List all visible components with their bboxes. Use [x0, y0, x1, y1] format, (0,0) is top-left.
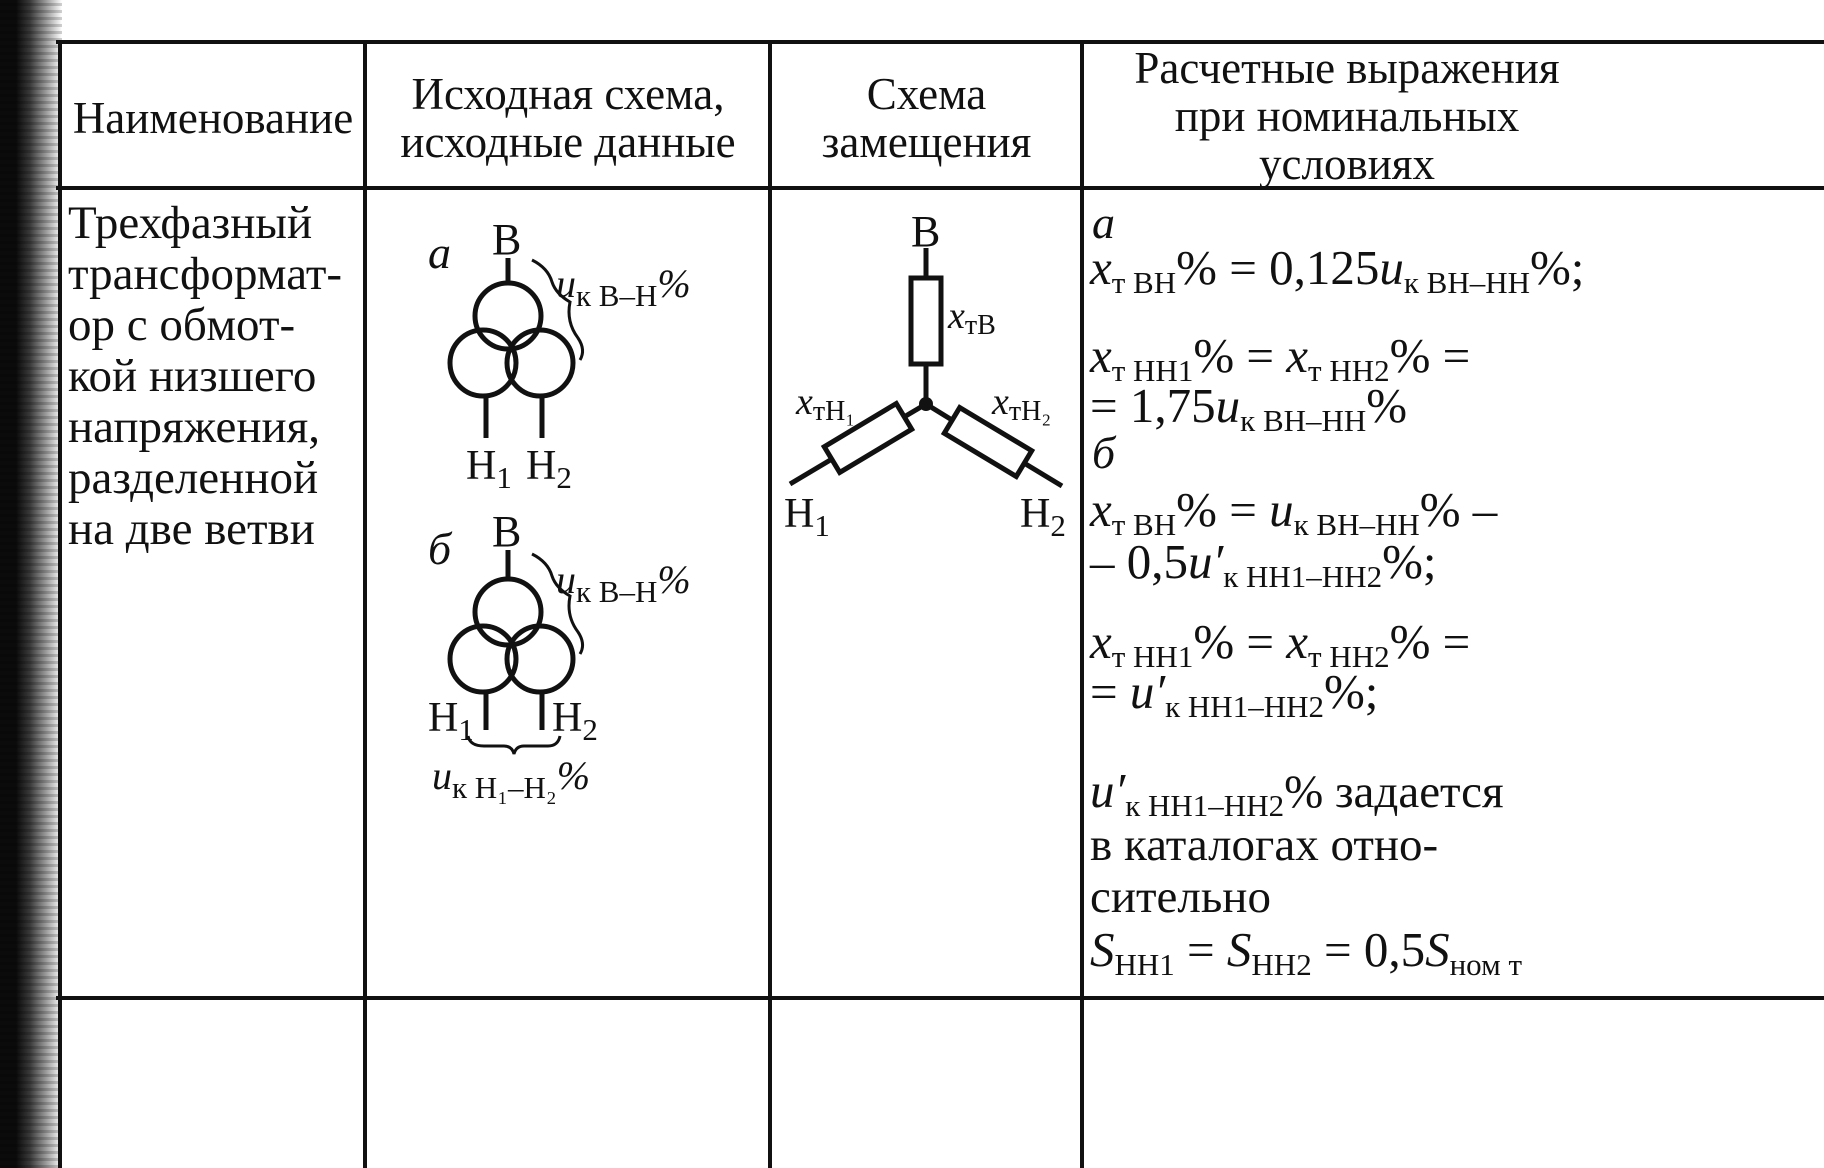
equivalent-scheme-diagram — [772, 190, 1080, 996]
scheme-b-uk-label: $u_{к В-Н}\%$ — [556, 557, 691, 609]
scheme-b-label: б — [428, 523, 452, 574]
xtn1-label: $x_{тН_1}$ — [796, 381, 856, 427]
equivalent-right-outer-lead — [1024, 463, 1062, 486]
header-equivalent-scheme: Схема замещения — [821, 69, 1032, 167]
expr-note-line2: в каталогах отно- — [1090, 819, 1439, 871]
equivalent-h2-label: $Н_2$ — [1020, 491, 1066, 543]
scan-edge-shadow — [0, 0, 62, 1168]
scheme-b-uk-bottom-label: $u_{к Н_1-Н_2}\%$ — [432, 753, 591, 805]
expr-note-line1: $u'_{к НН1-НН2}\%$ задается — [1090, 763, 1504, 823]
scheme-b-top-terminal: В — [492, 507, 522, 556]
column-border-1 — [58, 40, 62, 1168]
expr-note-line3: сительно — [1090, 871, 1271, 923]
expr-b-line2: – $0,5u'_{к НН1-НН2}\%$; — [1090, 534, 1437, 594]
equivalent-top-terminal: В — [911, 207, 941, 256]
equivalent-node-dot — [919, 397, 933, 411]
header-expressions: Расчетные выражения при номинальных условиях — [1134, 43, 1560, 189]
expr-b-line1: $x_{т ВН}\% = u_{к ВН-НН}\%$ – — [1090, 482, 1498, 542]
xtn2-label: $x_{тН_2}$ — [992, 381, 1052, 427]
expr-a-line1: $x_{т ВН}\% = 0,125u_{к ВН-НН}\%$; — [1090, 240, 1585, 300]
scheme-a-h1-label: $Н_1$ — [466, 443, 512, 495]
expr-label-a: а — [1092, 197, 1115, 248]
header-source-scheme: Исходная схема, исходные данные — [400, 69, 736, 167]
scheme-a-uk-label: $u_{к В-Н}\%$ — [556, 261, 691, 313]
expr-b-line3: $x_{т НН1}\% = x_{т НН2}\%$ = — [1090, 614, 1471, 674]
column-border-4 — [1080, 40, 1084, 1168]
expr-b-line4: = $u'_{к НН1-НН2}\%$; — [1090, 664, 1379, 724]
equivalent-left-outer-lead — [790, 459, 832, 484]
scheme-b-h2-label: $Н_2$ — [552, 695, 598, 747]
scheme-a-label: а — [428, 227, 451, 278]
expr-note-line4: $S_{НН1} = S_{НН2} = 0,5S_{ном т}$ — [1090, 922, 1523, 982]
scheme-a-h2-label: $Н_2$ — [526, 443, 572, 495]
item-name: Трехфазный трансформат- ор с обмот- кой низшего напряжения, разделенной на две ветви — [68, 197, 343, 555]
equivalent-h1-label: $Н_1$ — [784, 491, 830, 543]
header-name: Наименование — [72, 93, 354, 143]
table-bottom-border — [56, 996, 1824, 1000]
resistor-xtv — [911, 278, 941, 364]
scheme-b-h1-label: $Н_1$ — [428, 695, 474, 747]
expr-label-b: б — [1092, 427, 1116, 478]
expr-a-line2: $x_{т НН1}\% = x_{т НН2}\%$ = — [1090, 328, 1471, 388]
expr-a-line3: = $1,75u_{к ВН-НН}\%$ — [1090, 378, 1408, 438]
xtv-label: $x_{тВ}$ — [948, 295, 996, 341]
scheme-a-top-terminal: В — [492, 215, 522, 264]
